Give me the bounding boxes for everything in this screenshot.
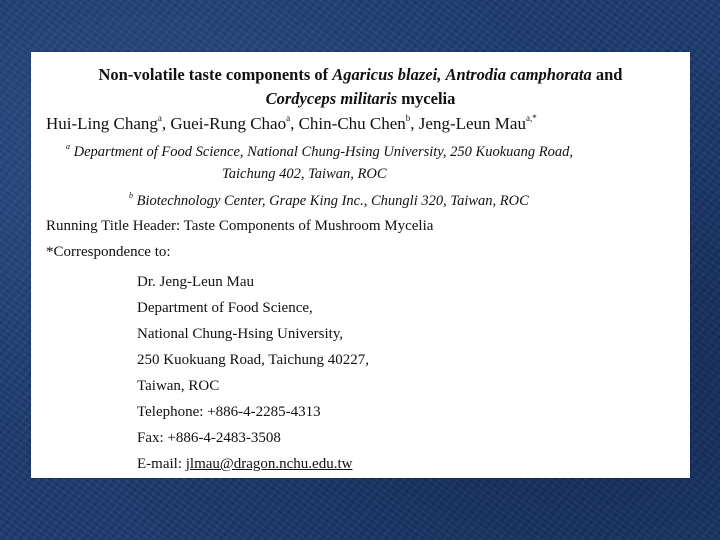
affiliation-mark: b [129,191,133,200]
author-name: Chin-Chu Chen [298,114,406,133]
affiliation-mark: a [66,142,70,151]
correspondence-block [137,269,369,477]
author-list: Hui-Ling Chang$^a$, Guei-Rung Chao$^a$, Chin-Chu Chen$^b$, Jeng-Leun Mau$^{a,*}$ [46,113,537,133]
email-link[interactable]: jlmau@dragon.nchu.edu.tw [185,456,353,472]
contact-address: 250 Kuokuang Road, Taichung 40227, [137,352,369,368]
title-species-cordyceps: Cordyceps militaris [265,89,398,108]
author-name: Jeng-Leun Mau [418,114,526,133]
title-species-antrodia: Antrodia camphorata [445,65,592,84]
correspondence-label: *Correspondence to: [46,244,171,260]
author-affiliation-mark: a [286,113,291,123]
affiliation-text: Taichung 402, Taiwan, ROC [222,166,387,182]
affiliation-b [129,191,529,210]
author-affiliation-mark: a,* [525,113,537,123]
document-page [31,52,690,478]
paper-title [31,63,690,111]
running-title: Running Title Header: Taste Components of Mushroom Mycelia [46,218,434,234]
author-name: Guei-Rung Chao [170,114,287,133]
contact-country: Taiwan, ROC [137,378,220,394]
contact-department: Department of Food Science, [137,300,313,316]
title-text: Non-volatile taste components of [98,65,333,84]
contact-email [137,451,369,477]
title-text-and: and [591,65,623,84]
contact-name: Dr. Jeng-Leun Mau [137,274,255,290]
contact-fax: Fax: +886-4-2483-3508 [137,430,281,446]
title-line-1 [31,63,690,87]
email-label: E-mail: [137,456,186,472]
title-species-agaricus: Agaricus blazei, [332,65,442,84]
author-affiliation-mark: b [405,113,411,123]
author-name: Hui-Ling Chang [46,114,158,133]
author-affiliation-mark: a [157,113,162,123]
contact-university: National Chung-Hsing University, [137,326,344,342]
affiliation-text: Department of Food Science, National Chung-Hsing University, 250 Kuokuang Road, [73,144,574,160]
title-line-2 [31,87,690,111]
affiliation-a-line-2 [222,166,387,183]
affiliation-text: Biotechnology Center, Grape King Inc., Chungli 320, Taiwan, ROC [136,193,529,209]
contact-telephone: Telephone: +886-4-2285-4313 [137,404,321,420]
title-text-mycelia: mycelia [397,89,456,108]
affiliation-a-line-1 [66,142,573,161]
